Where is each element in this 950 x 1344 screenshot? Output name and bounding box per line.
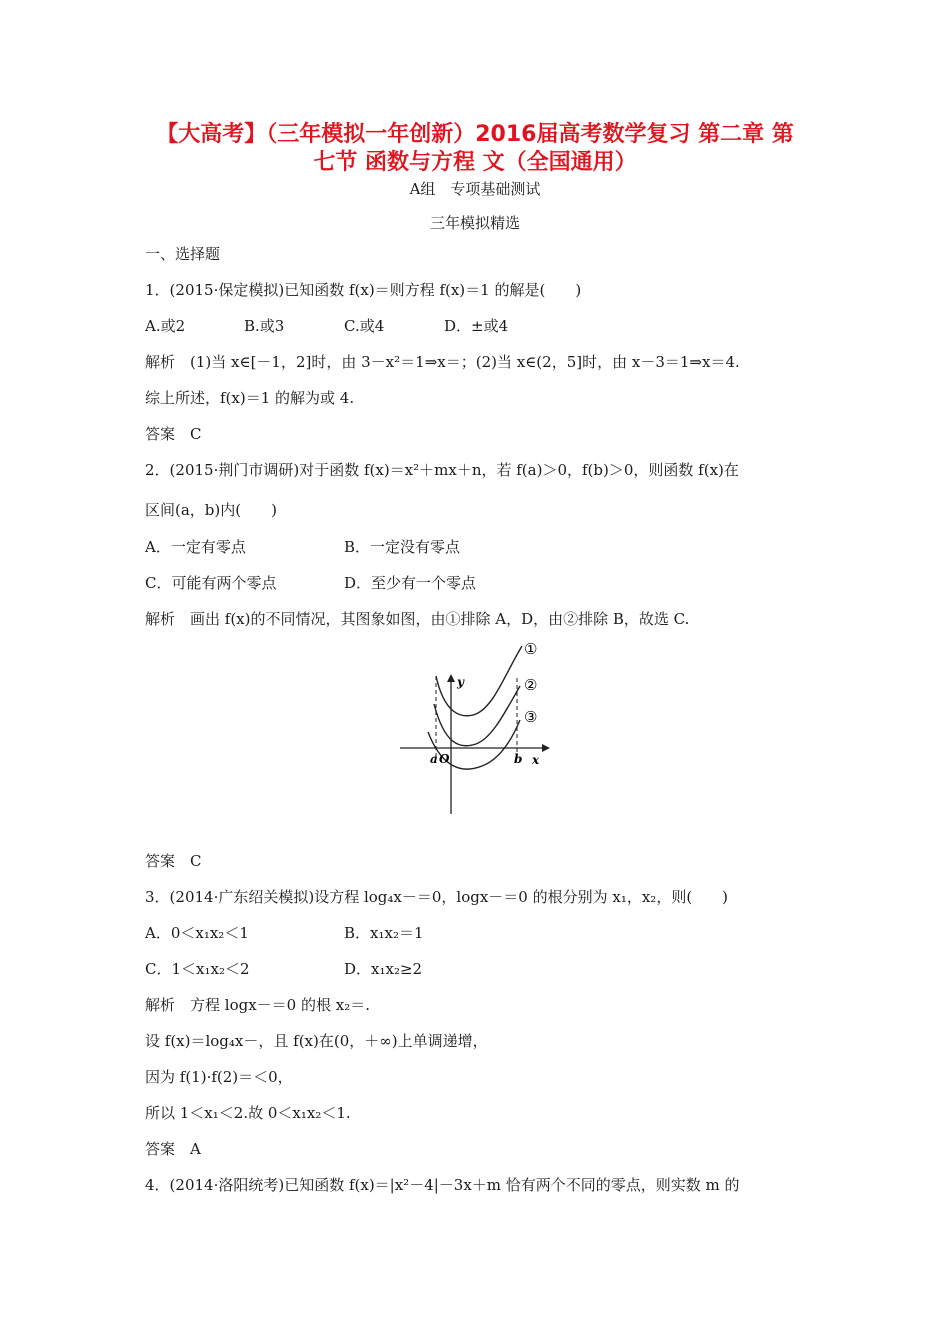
- q2-stem-line-1: 2．(2015·荆门市调研)对于函数 f(x)＝x²＋mx＋n，若 f(a)＞0，f(b)＞0，则函数 f(x)在: [145, 461, 739, 479]
- q3-analysis-line-4: 所以 1＜x₁＜2.故 0＜x₁x₂＜1.: [145, 1104, 351, 1122]
- q4-stem: 4．(2014·洛阳统考)已知函数 f(x)＝|x²－4|－3x＋m 恰有两个不同的零点，则实数 m 的: [145, 1176, 740, 1194]
- q1-stem: 1．(2015·保定模拟)已知函数 f(x)＝则方程 f(x)＝1 的解是( ): [145, 281, 582, 299]
- q2-stem-line-2: 区间(a，b)内( ): [145, 501, 277, 519]
- group-heading: A组 专项基础测试: [409, 180, 541, 198]
- document-title-line-2: 七节 函数与方程 文（全国通用）: [313, 150, 637, 175]
- q3-stem: 3．(2014·广东绍关模拟)设方程 log₄x－＝0，logx－＝0 的根分别为 x₁，x₂，则( ): [145, 888, 729, 906]
- q2-analysis: 解析 画出 f(x)的不同情况，其图象如图，由①排除 A，D，由②排除 B，故选 C.: [145, 610, 690, 628]
- section-heading: 一、选择题: [145, 245, 221, 263]
- q1-option-d: D．±或4: [444, 317, 509, 335]
- q3-analysis-line-1: 解析 方程 logx－＝0 的根 x₂＝.: [145, 996, 370, 1014]
- q1-analysis-line-1: 解析 (1)当 x∈[－1，2]时，由 3－x²＝1⇒x＝；(2)当 x∈(2，5]时，由 x－3＝1⇒x＝4.: [145, 353, 740, 371]
- q3-option-c: C．1＜x₁x₂＜2: [145, 960, 250, 978]
- subsection-heading: 三年模拟精选: [429, 214, 520, 232]
- q2-option-c: C．可能有两个零点: [145, 574, 277, 592]
- q1-option-b: B.或3: [244, 317, 285, 335]
- q3-analysis-line-3: 因为 f(1)·f(2)＝＜0，: [145, 1068, 293, 1086]
- q2-function-graph: [396, 636, 556, 816]
- q3-analysis-line-2: 设 f(x)＝log₄x－，且 f(x)在(0，＋∞)上单调递增，: [145, 1032, 488, 1050]
- q2-option-b: B．一定没有零点: [344, 538, 461, 556]
- q3-option-b: B．x₁x₂＝1: [344, 924, 424, 942]
- curve-label-2: ②: [524, 676, 538, 694]
- q1-answer: 答案 C: [145, 425, 202, 443]
- curve-label-1: ①: [524, 640, 538, 658]
- q1-option-a: A.或2: [145, 317, 186, 335]
- q3-option-a: A．0＜x₁x₂＜1: [145, 924, 249, 942]
- x-axis-arrow-icon: [542, 744, 550, 752]
- a-label: a: [430, 752, 438, 766]
- q1-option-c: C.或4: [344, 317, 385, 335]
- q2-option-a: A．一定有零点: [145, 538, 246, 556]
- q2-answer: 答案 C: [145, 852, 202, 870]
- y-axis-arrow-icon: [447, 674, 455, 682]
- q1-analysis-line-2: 综上所述，f(x)＝1 的解为或 4.: [145, 389, 355, 407]
- q3-option-d: D．x₁x₂≥2: [344, 960, 423, 978]
- q3-answer: 答案 A: [145, 1140, 201, 1158]
- curve-2: [434, 686, 520, 746]
- b-label: b: [514, 752, 523, 766]
- curve-label-3: ③: [524, 708, 538, 726]
- origin-label: O: [439, 752, 450, 766]
- x-axis-label: x: [532, 753, 540, 767]
- q2-option-d: D．至少有一个零点: [344, 574, 477, 592]
- y-axis-label: y: [457, 675, 464, 689]
- document-title-line-1: 【大高考】（三年模拟一年创新）2016届高考数学复习 第二章 第: [156, 122, 794, 147]
